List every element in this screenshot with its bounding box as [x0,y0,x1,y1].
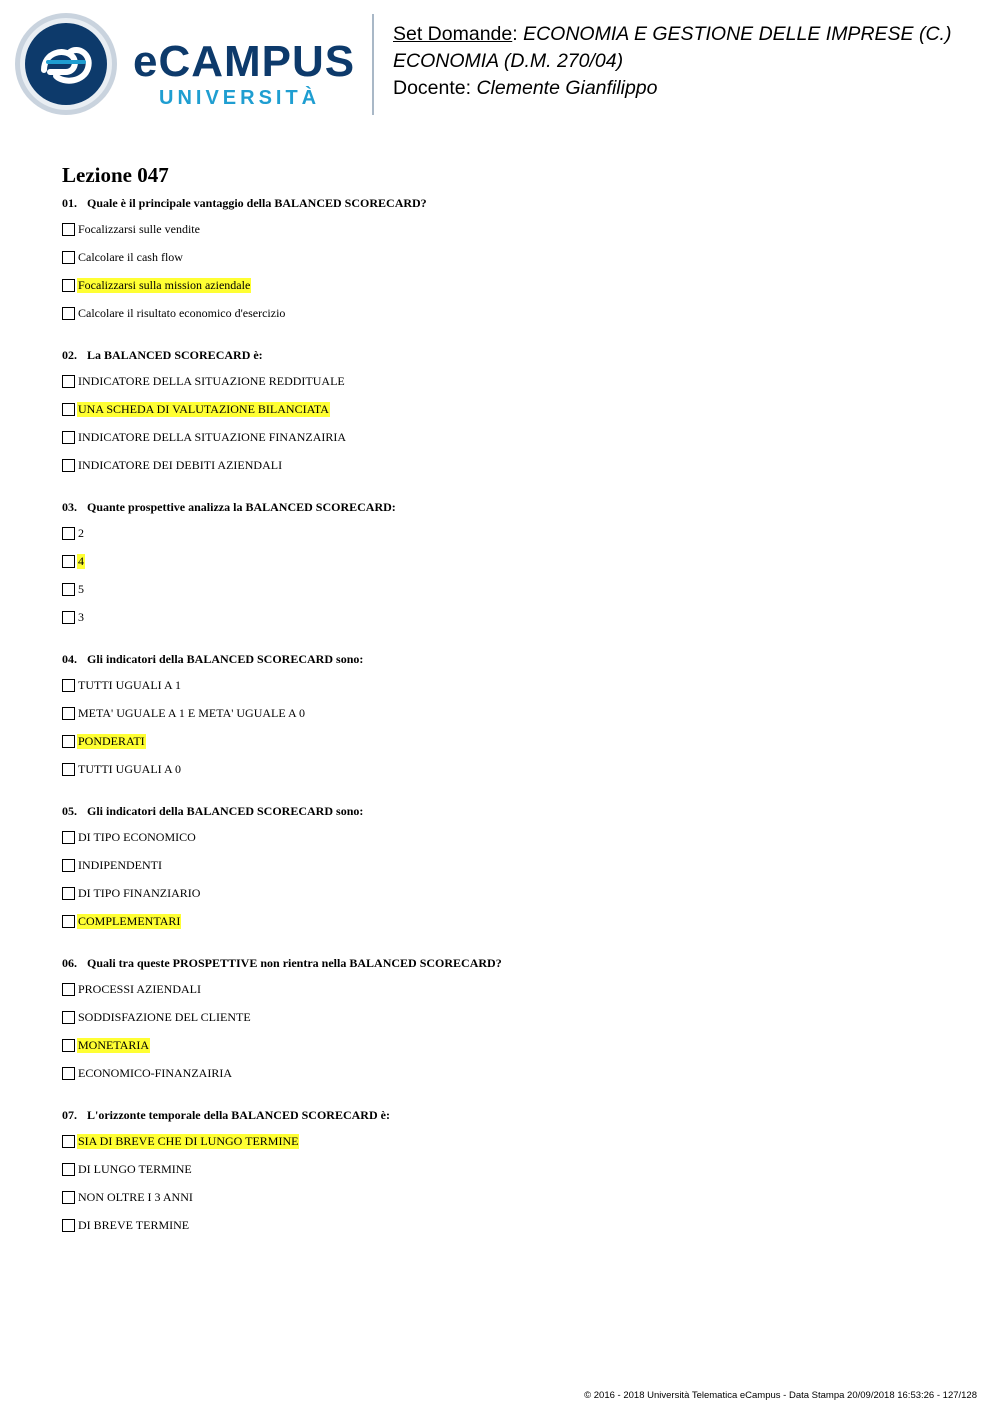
answer-label: Focalizzarsi sulle vendite [78,222,200,236]
answer-label: META' UGUALE A 1 E META' UGUALE A 0 [78,706,306,720]
answer-label: TUTTI UGUALI A 0 [78,762,181,776]
question-text [62,1108,962,1122]
answer-option[interactable] [62,306,962,334]
answer-checkbox[interactable] [62,915,75,928]
question-block [62,652,962,790]
answer-checkbox[interactable] [62,707,75,720]
question-label: Quali tra queste PROSPETTIVE non rientra nella BALANCED SCORECARD? [87,956,502,970]
answer-label: Calcolare il cash flow [78,250,183,264]
answer-label: DI BREVE TERMINE [78,1218,190,1232]
answer-option[interactable] [62,402,962,430]
question-label: Quante prospettive analizza la BALANCED SCORECARD: [87,500,396,514]
answer-option[interactable] [62,1162,962,1190]
question-text [62,804,962,818]
question-label: La BALANCED SCORECARD è: [87,348,263,362]
course-title-line-1: ECONOMIA E GESTIONE DELLE IMPRESE (C.) [523,23,952,45]
answer-label: NON OLTRE I 3 ANNI [78,1190,193,1204]
answer-option[interactable] [62,526,962,554]
answer-option[interactable] [62,858,962,886]
course-info [393,21,993,102]
page-header [0,0,1000,130]
question-label: Gli indicatori della BALANCED SCORECARD sono: [87,652,364,666]
question-block [62,196,962,334]
answer-option[interactable] [62,458,962,486]
question-text [62,500,962,514]
question-label: Gli indicatori della BALANCED SCORECARD sono: [87,804,364,818]
question-block [62,956,962,1094]
answer-option[interactable] [62,1190,962,1218]
answer-label: 2 [78,526,84,540]
answer-checkbox[interactable] [62,583,75,596]
answer-checkbox[interactable] [62,1191,75,1204]
answer-checkbox[interactable] [62,1219,75,1232]
question-block [62,804,962,942]
answer-checkbox[interactable] [62,859,75,872]
answer-label: INDICATORE DELLA SITUAZIONE REDDITUALE [78,374,345,388]
answer-checkbox[interactable] [62,375,75,388]
logo-wordmark [133,37,356,110]
question-label: L'orizzonte temporale della BALANCED SCORECARD è: [87,1108,390,1122]
question-list [62,196,962,1246]
lesson-title: Lezione 047 [62,163,169,187]
quiz-content [62,163,962,1260]
answer-checkbox[interactable] [62,459,75,472]
question-block [62,500,962,638]
answer-label: INDICATORE DEI DEBITI AZIENDALI [78,458,283,472]
answer-label: 5 [78,582,84,596]
teacher-label: Docente: [393,77,477,99]
question-text [62,348,962,362]
answer-label: ECONOMICO-FINANZAIRIA [78,1066,232,1080]
answer-option[interactable] [62,678,962,706]
question-number: 04. [62,652,77,666]
set-separator: : [512,23,524,45]
answer-label: TUTTI UGUALI A 1 [78,678,181,692]
answer-option[interactable] [62,222,962,250]
answer-label-highlighted: Focalizzarsi sulla mission aziendale [78,278,251,292]
answer-checkbox[interactable] [62,527,75,540]
ecampus-logo-icon [14,12,118,116]
answer-option[interactable] [62,734,962,762]
answer-option[interactable] [62,914,962,942]
question-number: 01. [62,196,77,210]
answer-checkbox[interactable] [62,403,75,416]
answer-checkbox[interactable] [62,307,75,320]
answer-option[interactable] [62,762,962,790]
header-divider [372,14,374,115]
answer-checkbox[interactable] [62,831,75,844]
page-footer: © 2016 - 2018 Università Telematica eCampus - Data Stampa 20/09/2018 16:53:26 - 127/128 [584,1390,977,1401]
question-block [62,1108,962,1246]
answer-checkbox[interactable] [62,735,75,748]
question-number: 03. [62,500,77,514]
answer-option[interactable] [62,1134,962,1162]
answer-label-highlighted: SIA DI BREVE CHE DI LUNGO TERMINE [78,1134,299,1148]
answer-option[interactable] [62,830,962,858]
course-title-line-2: ECONOMIA (D.M. 270/04) [393,50,624,72]
answer-option[interactable] [62,554,962,582]
course-line-1 [393,21,993,48]
answer-label-highlighted: COMPLEMENTARI [78,914,181,928]
question-number: 02. [62,348,77,362]
answer-checkbox[interactable] [62,251,75,264]
answer-option[interactable] [62,1066,962,1094]
answer-label: DI TIPO ECONOMICO [78,830,196,844]
answer-checkbox[interactable] [62,1011,75,1024]
answer-option[interactable] [62,886,962,914]
answer-checkbox[interactable] [62,431,75,444]
answer-option[interactable] [62,1010,962,1038]
answer-checkbox[interactable] [62,983,75,996]
answer-option[interactable] [62,706,962,734]
logo-subtext: UNIVERSITÀ [159,87,321,109]
question-number: 07. [62,1108,77,1122]
teacher-name: Clemente Gianfilippo [476,77,658,99]
answer-label: DI LUNGO TERMINE [78,1162,192,1176]
question-number: 05. [62,804,77,818]
answer-checkbox[interactable] [62,1039,75,1052]
set-label: Set Domande [393,23,513,45]
answer-checkbox[interactable] [62,1135,75,1148]
answer-option[interactable] [62,278,962,306]
question-text [62,652,962,666]
question-block [62,348,962,486]
answer-checkbox[interactable] [62,611,75,624]
answer-label-highlighted: PONDERATI [78,734,145,748]
answer-checkbox[interactable] [62,279,75,292]
answer-checkbox[interactable] [62,763,75,776]
answer-checkbox[interactable] [62,679,75,692]
answer-label: DI TIPO FINANZIARIO [78,886,201,900]
answer-option[interactable] [62,250,962,278]
answer-label-highlighted: MONETARIA [78,1038,150,1052]
answer-option[interactable] [62,582,962,610]
answer-option[interactable] [62,430,962,458]
answer-label-highlighted: UNA SCHEDA DI VALUTAZIONE BILANCIATA [78,402,329,416]
question-text [62,956,962,970]
answer-label: PROCESSI AZIENDALI [78,982,202,996]
answer-checkbox[interactable] [62,1163,75,1176]
teacher-line [393,75,993,102]
question-number: 06. [62,956,77,970]
answer-option[interactable] [62,982,962,1010]
answer-label-highlighted: 4 [78,554,84,568]
answer-checkbox[interactable] [62,887,75,900]
answer-label: Calcolare il risultato economico d'esercizio [78,306,286,320]
answer-label: INDIPENDENTI [78,858,162,872]
answer-option[interactable] [62,610,962,638]
logo-text: eCAMPUS [133,37,356,86]
answer-option[interactable] [62,374,962,402]
answer-checkbox[interactable] [62,1067,75,1080]
answer-label: SODDISFAZIONE DEL CLIENTE [78,1010,251,1024]
answer-option[interactable] [62,1218,962,1246]
question-text [62,196,962,210]
answer-label: 3 [78,610,84,624]
answer-checkbox[interactable] [62,555,75,568]
answer-label: INDICATORE DELLA SITUAZIONE FINANZAIRIA [78,430,347,444]
answer-checkbox[interactable] [62,223,75,236]
question-label: Quale è il principale vantaggio della BALANCED SCORECARD? [87,196,427,210]
answer-option[interactable] [62,1038,962,1066]
